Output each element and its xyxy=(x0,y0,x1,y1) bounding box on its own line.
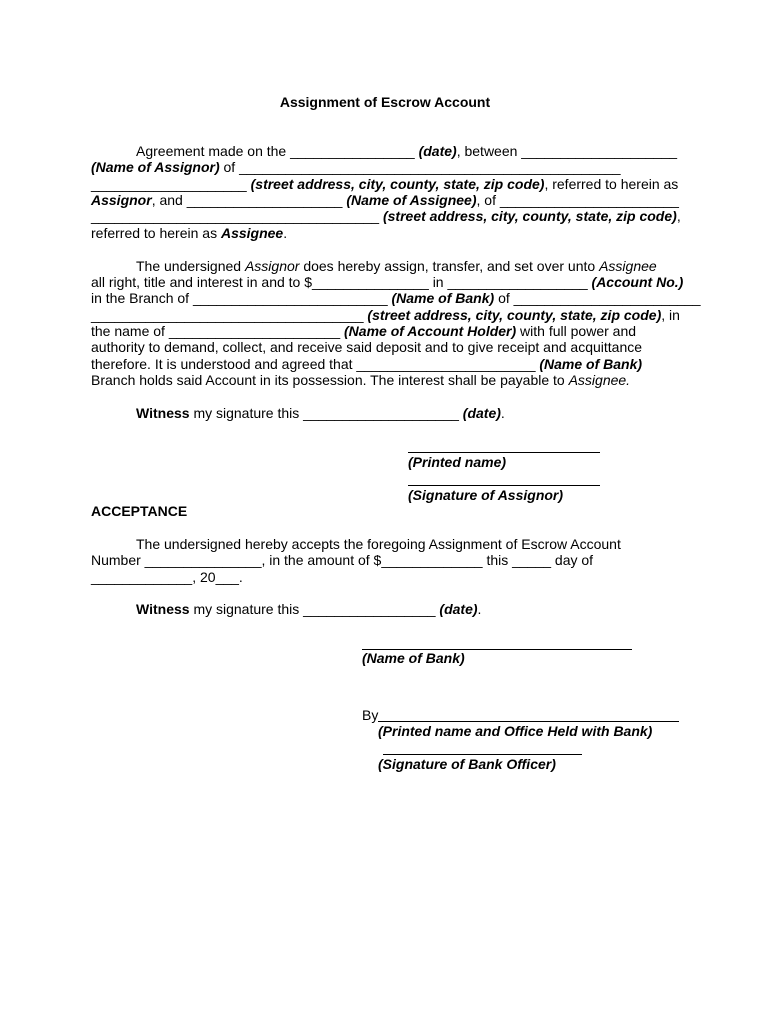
p2-line-3 xyxy=(91,290,701,306)
printed-name-label: (Printed name) xyxy=(408,454,507,470)
p1-line-4 xyxy=(91,192,679,208)
p2-line-5 xyxy=(91,323,636,339)
text: Branch holds said Account in its possession. The interest shall be payable to xyxy=(91,372,569,388)
assignor-term: Assignor xyxy=(91,192,152,208)
text: therefore. It is understood and agreed that _______________________ xyxy=(91,356,540,372)
name-of-bank-label: (Name of Bank) xyxy=(391,290,495,306)
text: . xyxy=(283,225,288,241)
acceptance-line-2: Number _______________, in the amount of $_____________ this _____ day of xyxy=(91,552,594,568)
text: ___________________________________ xyxy=(91,307,368,323)
p1-line-2 xyxy=(91,159,621,175)
by-label: By xyxy=(362,707,379,723)
printed-name-office-label: (Printed name and Office Held with Bank) xyxy=(378,723,653,739)
text: . xyxy=(477,601,482,617)
name-of-bank-label: (Name of Bank) xyxy=(539,356,643,372)
text: , xyxy=(676,208,681,224)
text: The undersigned xyxy=(136,258,245,274)
witness-line-assignor xyxy=(136,405,505,421)
name-of-assignor-label: (Name of Assignor) xyxy=(91,159,220,175)
p1-line-3 xyxy=(91,176,678,192)
assignee-term: Assignee xyxy=(220,225,284,241)
p2-line-1 xyxy=(136,258,657,274)
assignee-term: Assignee xyxy=(599,258,657,274)
text: , and ____________________ xyxy=(151,192,347,208)
text: referred to herein as xyxy=(91,225,221,241)
address-label: (street address, city, county, state, zip code) xyxy=(367,307,662,323)
p2-line-2 xyxy=(91,274,683,290)
text: Agreement made on the ________________ xyxy=(136,143,419,159)
acceptance-line-1: The undersigned hereby accepts the foregoing Assignment of Escrow Account xyxy=(136,536,621,552)
p2-line-6 xyxy=(91,339,642,355)
text: with full power and xyxy=(516,323,637,339)
signature-of-assignor-label: (Signature of Assignor) xyxy=(408,487,564,503)
p1-line-1 xyxy=(136,143,677,159)
text: the name of ______________________ xyxy=(91,323,345,339)
text: , of _______________________ xyxy=(476,192,679,208)
text: . xyxy=(500,405,505,421)
p2-line-8 xyxy=(91,372,630,388)
printed-name-line xyxy=(408,452,600,453)
acceptance-heading: ACCEPTANCE xyxy=(91,503,188,519)
text: does hereby assign, transfer, and set over unto xyxy=(299,258,600,274)
text: , between ____________________ xyxy=(456,143,678,159)
text: my signature this _________________ xyxy=(189,601,440,617)
p2-line-7 xyxy=(91,356,642,372)
name-of-assignee-label: (Name of Assignee) xyxy=(346,192,477,208)
address-label: (street address, city, county, state, zip code) xyxy=(382,208,677,224)
text: , in xyxy=(661,307,680,323)
text: of ________________________ xyxy=(494,290,701,306)
account-no-label: (Account No.) xyxy=(591,274,684,290)
assignor-signature-line xyxy=(408,485,600,486)
p1-line-6 xyxy=(91,225,287,241)
acceptance-line-3: _____________, 20___. xyxy=(91,569,243,585)
document-title: Assignment of Escrow Account xyxy=(279,94,491,110)
text: my signature this ____________________ xyxy=(189,405,463,421)
name-of-account-holder-label: (Name of Account Holder) xyxy=(344,323,517,339)
address-label: (street address, city, county, state, zip code) xyxy=(250,176,545,192)
text: ____________________ xyxy=(91,176,251,192)
witness-label: Witness xyxy=(136,601,190,617)
officer-signature-line xyxy=(383,754,582,755)
text: _____________________________________ xyxy=(91,208,383,224)
name-of-bank-sig-label: (Name of Bank) xyxy=(362,650,465,666)
date-label: (date) xyxy=(418,143,457,159)
assignor-term: Assignor xyxy=(244,258,300,274)
text: , referred to herein as xyxy=(544,176,679,192)
date-label: (date) xyxy=(462,405,501,421)
witness-line-bank xyxy=(136,601,481,617)
date-label: (date) xyxy=(439,601,478,617)
text: authority to demand, collect, and receive said deposit and to give receipt and acquittance xyxy=(91,339,643,355)
signature-of-bank-officer-label: (Signature of Bank Officer) xyxy=(378,756,556,772)
text: of _________________________________________________ xyxy=(219,159,621,175)
text: in the Branch of _________________________ xyxy=(91,290,392,306)
witness-label: Witness xyxy=(136,405,190,421)
assignee-term: Assignee. xyxy=(568,372,631,388)
officer-printed-name-line xyxy=(378,721,679,722)
p1-line-5 xyxy=(91,208,681,224)
text: all right, title and interest in and to $_______________ in __________________ xyxy=(91,274,592,290)
p2-line-4 xyxy=(91,307,680,323)
